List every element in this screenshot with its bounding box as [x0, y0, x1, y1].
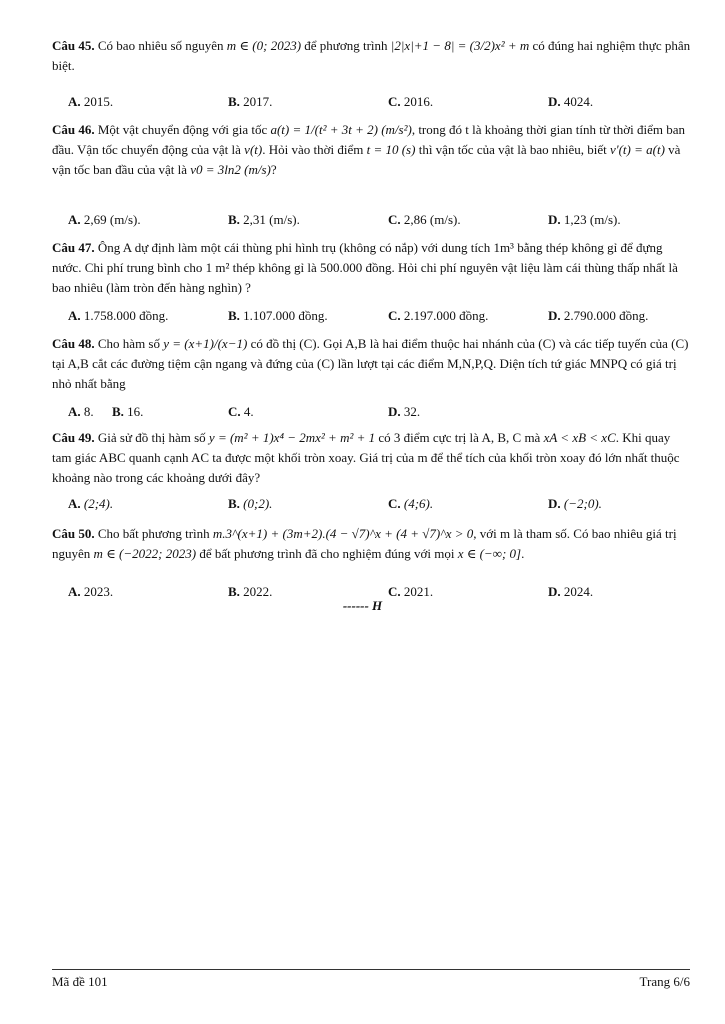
question-50	[52, 524, 692, 564]
question-number: Câu 47.	[52, 240, 95, 255]
question-text: có 3 điểm cực trị là A, B, C mà	[378, 430, 541, 445]
question-text: thì vận tốc của vật là bao nhiêu, biết	[418, 142, 607, 157]
answer-options-46	[68, 210, 688, 230]
question-text: Có bao nhiêu số nguyên	[97, 38, 224, 53]
math-expression: a(t) = 1/(t² + 3t + 2) (m/s²)	[270, 122, 412, 137]
end-mark: ------ H	[342, 598, 383, 613]
math-expression: m ∈ (−2022; 2023)	[93, 546, 197, 561]
question-text: . Khi quay tam giác ABC quanh cạnh AC ta được một khối tròn xoay. Giá trị của m để thể tích của khối tròn xoay đó lớn nhất thuộc khoảng nào trong các khoảng dưới đây?	[52, 430, 680, 485]
question-text: Giả sử đồ thị hàm số	[97, 430, 206, 445]
option-b[interactable]: B. 16.	[112, 404, 144, 419]
option-a[interactable]: A. 2,69 (m/s).	[68, 212, 141, 227]
math-expression: x ∈ (−∞; 0]	[457, 546, 522, 561]
math-expression: v(t)	[244, 142, 263, 157]
option-a[interactable]: A. 2015.	[68, 94, 114, 109]
question-number: Câu 48.	[52, 336, 95, 351]
math-expression: xA < xB < xC	[543, 430, 616, 445]
option-c[interactable]: C. 2016.	[388, 94, 434, 109]
option-d[interactable]: D. 2.790.000 đồng.	[548, 308, 649, 323]
math-expression: m.3^(x+1) + (3m+2).(4 − √7)^x + (4 + √7)^x > 0	[212, 526, 474, 541]
question-text: Cho bất phương trình	[97, 526, 210, 541]
option-d[interactable]: D. 2024.	[548, 584, 594, 599]
question-text: Ông A dự định làm một cái thùng phi hình trụ (không có nắp) với dung tích 1m³ bằng thép không gỉ để đựng nước. Chi phí trung bình cho 1 m² thép không gỉ là 500.000 đồng. Hỏi chi phí nguyên vật liệu làm cái thùng thấp nhất là bao nhiêu (làm tròn đến hàng nghìn) ?	[52, 240, 678, 295]
option-b[interactable]: B. 1.107.000 đồng.	[228, 308, 328, 323]
question-text: để bất phương trình đã cho nghiệm đúng với mọi	[199, 546, 455, 561]
math-expression: y = (m² + 1)x⁴ − 2mx² + m² + 1	[208, 430, 376, 445]
question-text: để phương trình	[304, 38, 388, 53]
option-a[interactable]: A. 1.758.000 đồng.	[68, 308, 169, 323]
option-d[interactable]: D. (−2;0).	[548, 496, 602, 511]
question-number: Câu 45.	[52, 38, 95, 53]
question-text: , trong đó t là khoảng thời gian tính từ thời điểm ban đầu. Vận tốc chuyển động của vật là	[52, 122, 685, 157]
option-a[interactable]: A. 2023.	[68, 584, 114, 599]
footer-divider	[52, 969, 690, 970]
option-c[interactable]: C. 2.197.000 đồng.	[388, 308, 489, 323]
exam-code: Mã đề 101	[52, 974, 108, 989]
question-48	[52, 334, 692, 394]
option-c[interactable]: C. 4.	[228, 404, 254, 419]
question-text: ?	[270, 162, 277, 177]
question-text: và vận tốc ban đầu của vật là	[52, 142, 681, 177]
option-c[interactable]: C. (4;6).	[388, 496, 434, 511]
option-b[interactable]: B. 2017.	[228, 94, 273, 109]
question-49	[52, 428, 692, 488]
answer-options-49	[68, 494, 688, 514]
option-d[interactable]: D. 32.	[388, 404, 421, 419]
option-b[interactable]: B. (0;2).	[228, 496, 273, 511]
math-expression: m ∈ (0; 2023)	[226, 38, 302, 53]
question-46	[52, 120, 692, 180]
question-text: . Hỏi vào thời điểm	[262, 142, 364, 157]
math-expression: t = 10 (s)	[366, 142, 416, 157]
question-number: Câu 49.	[52, 430, 95, 445]
option-b[interactable]: B. 2,31 (m/s).	[228, 212, 300, 227]
question-text: , với m là tham số. Có bao nhiêu giá trị nguyên	[52, 526, 677, 561]
answer-options-48	[68, 402, 688, 422]
math-expression: v'(t) = a(t)	[610, 142, 665, 157]
option-d[interactable]: D. 1,23 (m/s).	[548, 212, 621, 227]
page-number: Trang 6/6	[639, 974, 690, 989]
question-text: Một vật chuyển động với gia tốc	[97, 122, 268, 137]
math-expression: v0 = 3ln2 (m/s)	[190, 162, 271, 177]
question-text: .	[521, 546, 525, 561]
question-text: Cho hàm số	[97, 336, 160, 351]
option-b[interactable]: B. 2022.	[228, 584, 273, 599]
option-d[interactable]: D. 4024.	[548, 94, 594, 109]
answer-options-47	[68, 306, 688, 326]
math-expression: y = (x+1)/(x−1)	[163, 336, 248, 351]
option-c[interactable]: C. 2021.	[388, 584, 434, 599]
question-47	[52, 238, 692, 298]
question-text: có đúng hai nghiệm thực phân biệt.	[52, 38, 691, 73]
math-expression: |2|x|+1 − 8| = (3/2)x² + m	[390, 38, 530, 53]
question-45	[52, 36, 692, 76]
option-a[interactable]: A. (2;4).	[68, 496, 114, 511]
option-a[interactable]: A. 8.	[68, 404, 94, 419]
question-number: Câu 50.	[52, 526, 95, 541]
question-text: có đồ thị (C). Gọi A,B là hai điểm thuộc hai nhánh của (C) và các tiếp tuyến của (C) tại A,B cắt các đường tiệm cận ngang và đứng của (C) lần lượt tại các điểm M,N,P,Q. Diện tích tứ giác MNPQ có giá trị nhỏ nhất bằng	[52, 336, 689, 391]
option-c[interactable]: C. 2,86 (m/s).	[388, 212, 461, 227]
question-number: Câu 46.	[52, 122, 95, 137]
answer-options-45	[68, 92, 688, 112]
